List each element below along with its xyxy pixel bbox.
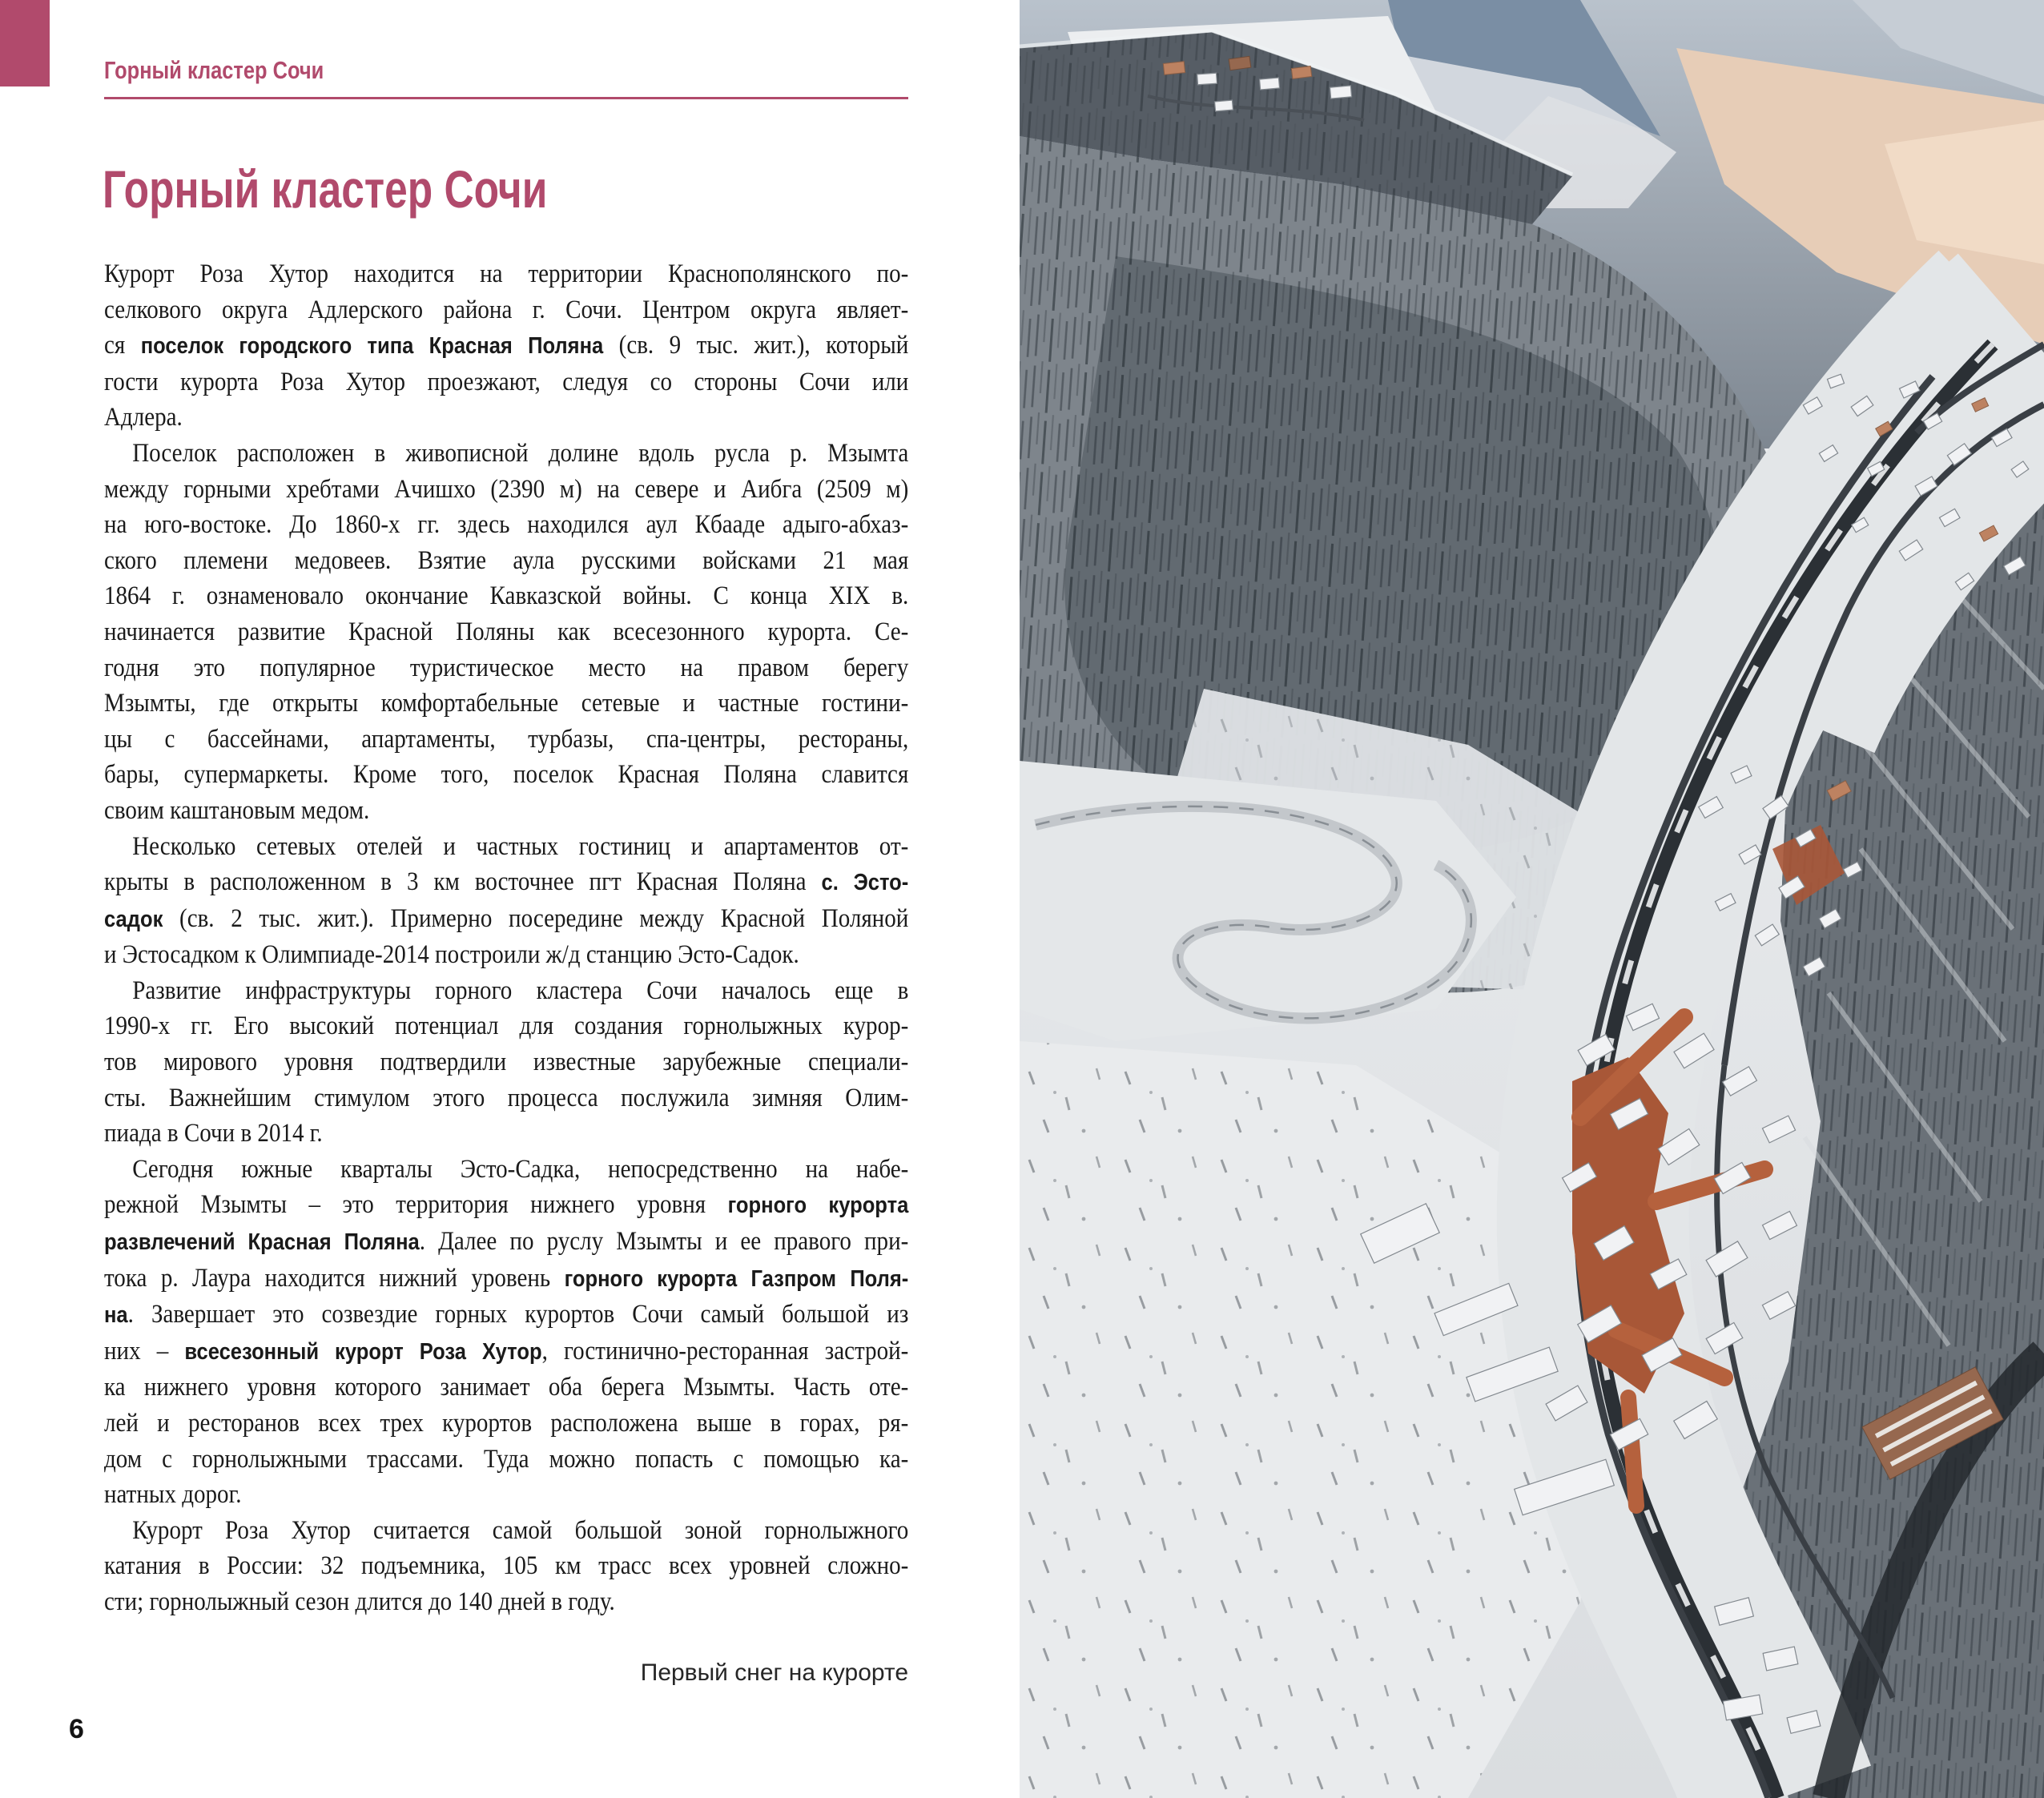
- text-line: сты. Важнейшим стимулом этого процесса послужила зимняя Олим-: [104, 1083, 909, 1112]
- text-line: Развитие инфраструктуры горного кластера Сочи началось еще в: [132, 975, 909, 1005]
- aerial-photo: [1020, 0, 2044, 1798]
- text-line: между горными хребтами Ачишхо (2390 м) на севере и Аибга (2509 м): [104, 474, 909, 504]
- text-line: катания в России: 32 подъемника, 105 км трасс всех уровней сложно-: [104, 1551, 909, 1581]
- page-title: Горный кластер Сочи: [103, 159, 548, 219]
- text-line: Поселок расположен в живописной долине вдоль русла р. Мзымта: [132, 438, 909, 468]
- text-line: селкового округа Адлерского района г. Сочи. Центром округа являет-: [104, 295, 909, 324]
- text-line: 1990-х гг. Его высокий потенциал для создания горнолыжных курор-: [104, 1012, 909, 1041]
- paragraph: [104, 1513, 908, 1620]
- text-line: Несколько сетевых отелей и частных гостиниц и апартаментов от-: [132, 831, 909, 861]
- text-line: Мзымты, где открыты комфортабельные сетевые и частные гостини-: [104, 689, 909, 718]
- body-text: [104, 256, 908, 1620]
- text-line: крыты в расположенном в 3 км восточнее пгт Красная Поляна с. Эсто-: [104, 867, 909, 897]
- photo-caption: Первый снег на курорте: [640, 1659, 908, 1686]
- text-line: развлечений Красная Поляна. Далее по руслу Мзымты и ее правого при-: [104, 1227, 909, 1257]
- paragraph: [104, 256, 908, 436]
- text-line: них – всесезонный курорт Роза Хутор, гостинично-ресторанная застрой-: [104, 1336, 909, 1366]
- text-line: Курорт Роза Хутор находится на территории Краснополянского по-: [104, 259, 909, 288]
- text-line: на. Завершает это созвездие горных курортов Сочи самый большой из: [104, 1300, 909, 1329]
- text-line: натных дорог.: [104, 1480, 242, 1510]
- aerial-photo-illustration: [1020, 0, 2044, 1798]
- accent-corner-block: [0, 0, 50, 86]
- paragraph: [104, 1152, 908, 1513]
- text-line: пиада в Сочи в 2014 г.: [104, 1119, 323, 1148]
- text-line: Сегодня южные кварталы Эсто-Садка, непосредственно на набе-: [132, 1154, 909, 1184]
- text-line: режной Мзымты – это территория нижнего уровня горного курорта: [104, 1190, 909, 1220]
- text-line: садок (св. 2 тыс. жит.). Примерно посередине между Красной Поляной: [104, 903, 909, 933]
- text-line: годня это популярное туристическое место на правом берегу: [104, 653, 909, 682]
- text-line: тов мирового уровня подтвердили известные зарубежные специали-: [104, 1048, 909, 1077]
- text-line: дом с горнолыжными трассами. Туда можно попасть с помощью ка-: [104, 1444, 909, 1474]
- text-line: ся поселок городского типа Красная Поляна (св. 9 тыс. жит.), который: [104, 331, 909, 360]
- page-number: 6: [69, 1714, 84, 1744]
- text-line: цы с бассейнами, апартаменты, турбазы, спа-центры, рестораны,: [104, 724, 909, 754]
- header-rule: [104, 97, 908, 99]
- text-line: ского племени медовеев. Взятие аула русскими войсками 21 мая: [104, 545, 909, 575]
- text-line: сти; горнолыжный сезон длится до 140 дней в году.: [104, 1587, 615, 1616]
- paragraph: [104, 973, 908, 1152]
- text-line: Курорт Роза Хутор считается самой большой зоной горнолыжного: [132, 1515, 909, 1545]
- text-line: лей и ресторанов всех трех курортов расположена выше в горах, ря-: [104, 1409, 909, 1438]
- paragraph: [104, 436, 908, 829]
- text-line: гости курорта Роза Хутор проезжают, следуя со стороны Сочи или: [104, 367, 909, 396]
- paragraph: [104, 829, 908, 973]
- text-line: начинается развитие Красной Поляны как всесезонного курорта. Се-: [104, 617, 909, 646]
- text-line: тока р. Лаура находится нижний уровень горного курорта Газпром Поля-: [104, 1263, 909, 1293]
- text-line: 1864 г. ознаменовало окончание Кавказской войны. С конца XIX в.: [104, 581, 909, 611]
- text-line: на юго-востоке. До 1860-х гг. здесь находился аул Кбааде адыго-абхаз-: [104, 510, 909, 540]
- text-line: ка нижнего уровня которого занимает оба берега Мзымты. Часть оте-: [104, 1373, 909, 1402]
- running-header: Горный кластер Сочи: [104, 56, 324, 84]
- text-line: бары, супермаркеты. Кроме того, поселок Красная Поляна славится: [104, 760, 909, 790]
- text-line: и Эстосадком к Олимпиаде-2014 построили ж/д станцию Эсто-Садок.: [104, 940, 799, 970]
- text-line: своим каштановым медом.: [104, 795, 370, 825]
- text-line: Адлера.: [104, 403, 183, 432]
